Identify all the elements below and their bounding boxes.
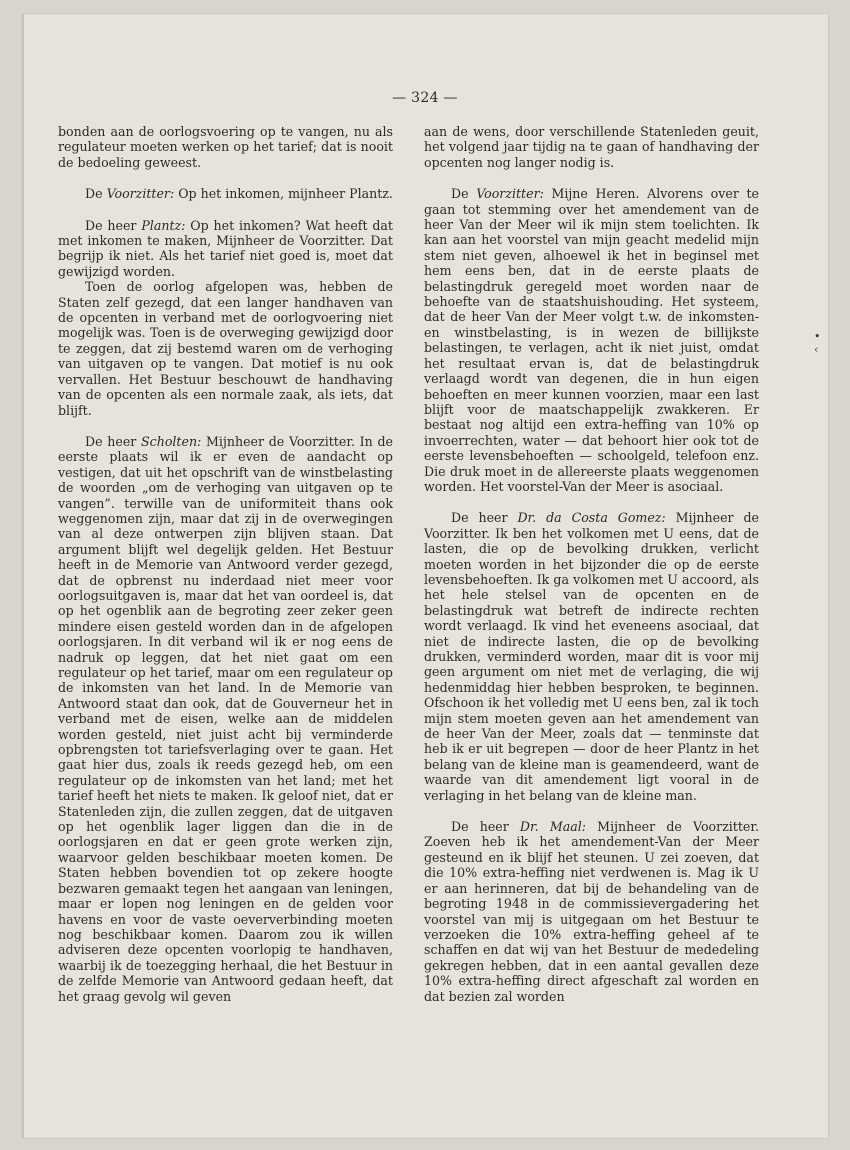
speaker-paragraph — [424, 510, 759, 803]
paragraph — [58, 279, 393, 418]
page-number: — 324 — — [392, 90, 458, 106]
speaker-prefix: De heer — [451, 510, 518, 526]
speaker-paragraph — [58, 218, 393, 280]
speaker-prefix: De heer — [451, 819, 520, 835]
speech-text: Mijnheer de Voorzitter. In de eerste plaats wil ik er even de aandacht op vestigen, dat uit het opschrift van de winstbelasting de woorden „om de verhoging van uitgaven op te vangen”. terwille van de uniformiteit thans ook weggenomen zijn, maar dat zij in de overwegingen van al deze ontwerpen zijn blijven staan. Dat argument blijft wel degelijk gelden. Het Bestuur heeft in de Memorie van Antwoord verder gezegd, dat de opbrenst nu inderdaad niet meer voor oorlogsuitgaven is, maar dat het van oordeel is, dat op het ogenblik aan de begroting zeer zeker geen mindere eisen gesteld worden dan in de afgelopen oorlogsjaren. In dit verband wil ik er nog eens de nadruk op leggen, dat het niet gaat om een regulateur op het tarief, maar om een regulateur op de inkomsten van het land. In de Memorie van Antwoord staat dan ook, dat de Gouverneur het in verband met de eisen, welke aan de middelen worden gesteld, niet juist acht bij verminderde opbrengsten tot tariefsverlaging over te gaan. Het gaat hier dus, zoals ik reeds gezegd heb, om een regulateur op de inkomsten van het land; met het tarief heeft het niets te maken. Ik geloof niet, dat er Statenleden zijn, die zullen zeggen, dat de uitgaven op het ogenblik lager liggen dan die in de oorlogsjaren en dat er geen grote werken zijn, waarvoor gelden beschikbaar moeten komen. De Staten hebben bovendien tot op zekere hoogte bezwaren gemaakt tegen het aangaan van leningen, maar er lopen nog leningen en de gelden voor havens en voor de vaste oeververbinding moeten nog beschikbaar komen. Daarom zou ik willen adviseren deze opcenten voorlopig te handhaven, waarbij ik de toezegging herhaal, die het Bestuur in de zelfde Memorie van Antwoord gedaan heeft, dat het graag gevolg wil geven — [58, 433, 394, 1004]
speaker-prefix: De heer — [85, 217, 142, 233]
speaker-paragraph — [424, 819, 759, 1004]
paragraph-text: aan de wens, door verschillende Statenleden geuit, het volgend jaar tijdig na te gaan of handhaving der opcenten nog langer nodig is. — [424, 124, 759, 170]
speaker-name: Dr. Maal: — [519, 819, 587, 835]
margin-marks: • ‹ — [814, 330, 821, 356]
paragraph-continuation — [58, 124, 393, 170]
speaker-prefix: De — [451, 186, 477, 202]
speech-text: Mijnheer de Voorzitter. Ik ben het volkomen met U eens, dat de lasten, die op de bevolking drukken, verlicht moeten worden in het bijzonder die op de eerste levensbehoeften. Ik ga volkomen met U accoord, als het hele stelsel van de opcenten en de belastingdruk wat betreft de indirecte rechten wordt verlaagd. Ik vind het eveneens asociaal, dat niet de indirecte lasten, die op de bevolking drukken, verminderd worden, maar dit is voor mij geen argument om niet met de verlaging, die wij hedenmiddag hier hebben besproken, te beginnen. Ofschoon ik het volledig met U eens ben, zal ik toch mijn stem moeten geven aan het amendement van de heer Van der Meer, zoals dat — tenminste dat heb ik er uit begrepen — door de heer Plantz in het belang van de kleine man is geamendeerd, want de waarde van dit amendement ligt vooral in de verlaging in het belang van de kleine man. — [424, 510, 760, 803]
speaker-name: Voorzitter: — [476, 186, 544, 202]
document-page — [22, 14, 828, 1138]
paragraph-text: Toen de oorlog afgelopen was, hebben de Staten zelf gezegd, dat een langer handhaven van de opcenten in verband met de oorlogvoering niet mogelijk was. Toen is de overweging gewijzigd door te zeggen, dat zij bestemd waren om de verhoging van uitgaven op te vangen. Dat motief is nu ook vervallen. Het Bestuur beschouwt de handhaving van de opcenten als een normale zaak, als iets, dat blijft. — [58, 279, 393, 418]
speech-text: Mijnheer de Voorzitter. Zoeven heb ik het amendement-Van der Meer gesteund en ik blijf het steunen. U zei zoeven, dat die 10% extra-heffing niet verdwenen is. Mag ik U er aan herinneren, dat bij de behandeling van de begroting 1948 in de commissievergadering het voorstel van mij is uitgegaan om het Bestuur te verzoeken die 10% extra-heffing geheel af te schaffen en dat wij van het Bestuur de mededeling gekregen hebben, dat in een aantal gevallen deze 10% extra-heffing direct afgeschaft zal worden en dat bezien zal worden — [424, 819, 760, 1004]
speech-text: Op het inkomen? Wat heeft dat met inkomen te maken, Mijnheer de Voorzitter. Dat begrijp ik niet. Als het tarief niet goed is, moet dat gewijzigd worden. — [58, 217, 393, 279]
speaker-name: Scholten: — [141, 433, 202, 449]
right-text-column — [424, 124, 759, 1004]
speaker-name: Plantz: — [141, 217, 186, 233]
speaker-paragraph — [58, 434, 393, 1004]
paragraph-continuation — [424, 124, 759, 170]
speaker-name: Dr. da Costa Gomez: — [517, 510, 666, 526]
page-fold-edge — [22, 14, 24, 1138]
speech-text: Op het inkomen, mijnheer Plantz. — [174, 186, 393, 202]
speaker-paragraph — [424, 186, 759, 494]
left-text-column — [58, 124, 393, 1004]
speaker-paragraph — [58, 186, 393, 201]
speaker-prefix: De — [85, 186, 107, 202]
speaker-name: Voorzitter: — [106, 186, 175, 202]
speaker-prefix: De heer — [85, 433, 142, 449]
speech-text: Mijne Heren. Alvorens over te gaan tot stemming over het amendement van de heer Van der Meer wil ik mijn stem toelichten. Ik kan aan het voorstel van mijn geacht medelid mijn stem niet geven, alhoewel ik het in beginsel met hem eens ben, dat in de eerste plaats de belastingdruk geregeld moet worden naar de behoefte van de staatshuishouding. Het systeem, dat de heer Van der Meer volgt t.w. de inkomsten- en winstbelasting, is in wezen de billijkste belastingen, te verlagen, acht ik niet juist, omdat het resultaat ervan is, dat de belastingdruk verlaagd wordt van degenen, die in hun eigen behoeften en meer kunnen voorzien, maar een last blijft voor de maatschappelijk zwakkeren. Er bestaat nog altijd een extra-heffing van 10% op invoerrechten, water — dat behoort hier ook tot de eerste levensbehoeften — schoolgeld, telefoon enz. Die druk moet in de allereerste plaats weggenomen worden. Het voorstel-Van der Meer is asociaal. — [424, 186, 759, 494]
paragraph-text: bonden aan de oorlogsvoering op te vangen, nu als regulateur moeten werken op het tarief; dat is nooit de bedoeling geweest. — [58, 124, 393, 170]
